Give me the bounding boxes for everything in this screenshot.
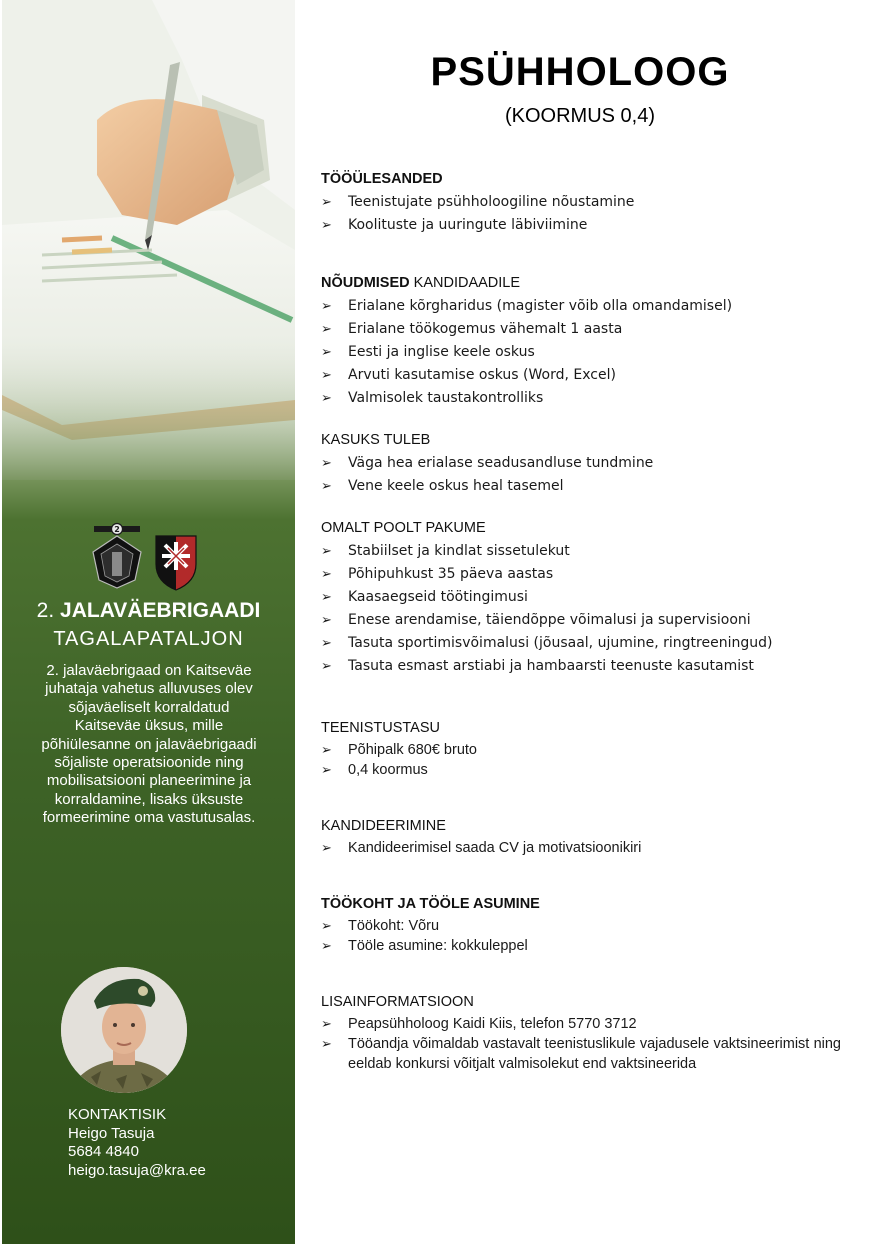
advantage-list (321, 452, 841, 498)
section-info (321, 993, 841, 1074)
bullet-arrow-icon: ➢ (321, 479, 332, 494)
list-item: ➢ Kandideerimisel saada CV ja motivatsioonikiri (321, 840, 642, 856)
bullet-arrow-icon: ➢ (321, 456, 332, 471)
job-load: (KOORMUS 0,4) (504, 105, 656, 127)
bullet-arrow-icon: ➢ (321, 195, 332, 210)
list-item: ➢ 0,4 koormus (321, 762, 428, 778)
section-heading: KASUKS TULEB (321, 432, 431, 448)
section-heading: LISAINFORMATSIOON (321, 994, 474, 1010)
brigade-emblem-number: 2 (114, 525, 120, 534)
bullet-arrow-icon: ➢ (321, 840, 332, 855)
bullet-arrow-icon: ➢ (321, 1036, 332, 1051)
duties-list (321, 191, 841, 237)
unit-name: JALAVÄEBRIGAADI (60, 599, 261, 622)
battalion-shield-icon (156, 536, 196, 590)
section-heading: KANDIDEERIMINE (321, 818, 446, 834)
list-item: ➢ Tööandja võimaldab vastavalt teenistuslikule vajadusele vaktsineerimist ning eeldab konkursi võitjalt valmisolekut end vaktsineerida (321, 1036, 841, 1072)
section-workplace (321, 895, 841, 956)
bullet-arrow-icon: ➢ (321, 1016, 332, 1031)
contact-portrait (61, 967, 187, 1093)
job-title: PSÜHHOLOOG (430, 50, 730, 94)
bullet-arrow-icon: ➢ (321, 544, 332, 559)
bullet-arrow-icon: ➢ (321, 567, 332, 582)
list-item: ➢ Põhipalk 680€ bruto (321, 742, 477, 758)
section-advantage (321, 431, 841, 498)
bullet-arrow-icon: ➢ (321, 742, 332, 757)
bullet-arrow-icon: ➢ (321, 613, 332, 628)
list-item: ➢ Töökoht: Võru (321, 918, 440, 934)
bullet-arrow-icon: ➢ (321, 938, 332, 953)
pen-hand-illustration (2, 0, 295, 480)
section-heading: TEENISTUSTASU (321, 720, 440, 736)
list-item: ➢ Kaasaegseid töötingimusi (321, 586, 841, 609)
list-item: ➢ Tasuta esmast arstiabi ja hambaarsti teenuste kasutamist (321, 655, 841, 678)
section-heading: NÕUDMISED KANDIDAADILE (321, 275, 521, 291)
section-application (321, 817, 841, 858)
section-salary (321, 719, 841, 780)
bullet-arrow-icon: ➢ (321, 636, 332, 651)
list-item: ➢ Vene keele oskus heal tasemel (321, 475, 841, 498)
contact-email[interactable]: heigo.tasuja@kra.ee (68, 1161, 206, 1179)
contact-block (68, 1106, 206, 1180)
list-item: ➢ Stabiilset ja kindlat sissetulekut (321, 540, 841, 563)
info-list (321, 1014, 841, 1074)
unit-subtitle: TAGALAPATALJON (53, 628, 244, 650)
unit-number: 2. (36, 599, 55, 622)
list-item: ➢ Väga hea erialase seadusandluse tundmine (321, 452, 841, 475)
offer-list (321, 540, 841, 678)
bullet-arrow-icon: ➢ (321, 391, 332, 406)
salary-list (321, 740, 841, 780)
contact-label: KONTAKTISIK (68, 1106, 167, 1123)
application-list (321, 838, 841, 858)
bullet-arrow-icon: ➢ (321, 299, 332, 314)
section-heading: OMALT POOLT PAKUME (321, 520, 486, 536)
requirements-list (321, 295, 841, 410)
contact-name: Heigo Tasuja (68, 1124, 155, 1142)
workplace-list (321, 916, 841, 956)
list-item: ➢ Tasuta sportimisvõimalusi (jõusaal, ujumine, ringtreeningud) (321, 632, 841, 655)
list-item: ➢ Eesti ja inglise keele oskus (321, 341, 841, 364)
list-item: ➢ Põhipuhkust 35 päeva aastas (321, 563, 841, 586)
list-item: ➢ Enese arendamise, täiendõppe võimalusi ja supervisiooni (321, 609, 841, 632)
contact-phone[interactable]: 5684 4840 (68, 1143, 139, 1160)
section-heading: TÖÖÜLESANDED (321, 171, 443, 187)
bullet-arrow-icon: ➢ (321, 345, 332, 360)
list-item: ➢ Tööle asumine: kokkuleppel (321, 938, 528, 954)
list-item: ➢ Arvuti kasutamise oskus (Word, Excel) (321, 364, 841, 387)
bullet-arrow-icon: ➢ (321, 659, 332, 674)
section-heading: TÖÖKOHT JA TÖÖLE ASUMINE (321, 896, 540, 912)
bullet-arrow-icon: ➢ (321, 590, 332, 605)
list-item: ➢ Peapsühholoog Kaidi Kiis, telefon 5770 3712 (321, 1016, 637, 1032)
section-requirements (321, 274, 841, 410)
sidebar (2, 0, 295, 1244)
bullet-arrow-icon: ➢ (321, 368, 332, 383)
list-item: ➢ Valmisolek taustakontrolliks (321, 387, 841, 410)
unit-description: 2. jalaväebrigaad on Kaitseväe juhataja vahetus alluvuses olev sõjaväeliselt korraldatud Kaitseväe üksus, mille põhiülesanne on jalaväebrigaadi sõjaliste operatsioonide ning mobilisatsiooni planeerimine ja korraldamine, lisaks üksuste formeerimine oma vastutusalas. (41, 662, 257, 827)
list-item: ➢ Erialane kõrgharidus (magister võib olla omandamisel) (321, 295, 841, 318)
brigade-emblem-icon (93, 524, 141, 589)
bullet-arrow-icon: ➢ (321, 322, 332, 337)
section-offer (321, 519, 841, 678)
unit-emblems (88, 520, 203, 592)
bullet-arrow-icon: ➢ (321, 918, 332, 933)
list-item: ➢ Koolituste ja uuringute läbiviimine (321, 214, 841, 237)
list-item: ➢ Erialane töökogemus vähemalt 1 aasta (321, 318, 841, 341)
section-duties (321, 170, 841, 237)
bullet-arrow-icon: ➢ (321, 218, 332, 233)
brigade-title (2, 598, 295, 624)
bullet-arrow-icon: ➢ (321, 762, 332, 777)
list-item: ➢ Teenistujate psühholoogiline nõustamine (321, 191, 841, 214)
